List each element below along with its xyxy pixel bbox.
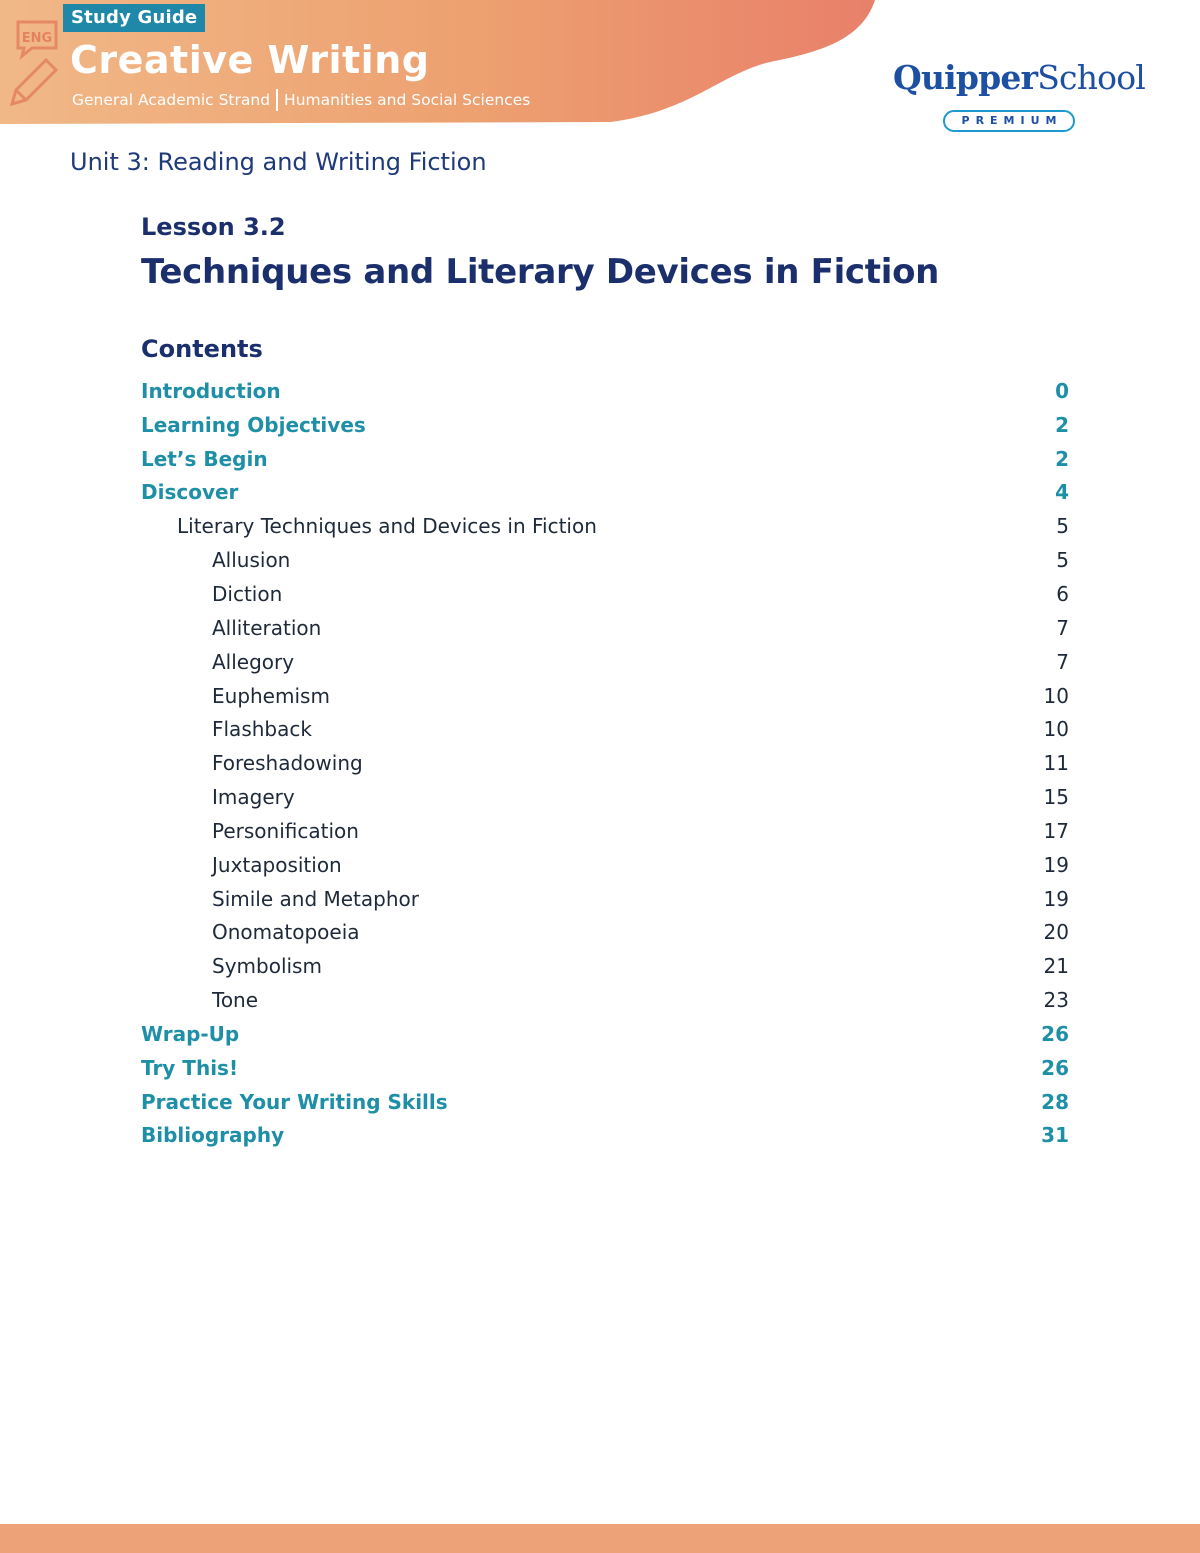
toc-entry-page[interactable]: 4 — [1055, 480, 1069, 505]
toc-entry-label[interactable]: Flashback — [212, 717, 312, 742]
toc-entry-page[interactable]: 26 — [1041, 1021, 1069, 1046]
toc-entry-page[interactable]: 2 — [1055, 446, 1069, 471]
logo-premium-badge: PREMIUM — [943, 110, 1075, 132]
svg-text:ENG: ENG — [21, 31, 53, 46]
toc-entry[interactable] — [141, 509, 1069, 543]
toc-entry-page[interactable]: 10 — [1043, 683, 1069, 708]
toc-entry[interactable] — [141, 476, 1069, 510]
toc-entry[interactable] — [141, 1085, 1069, 1119]
toc-entry-page[interactable]: 7 — [1056, 615, 1069, 640]
study-guide-badge: Study Guide — [63, 4, 205, 32]
toc-entry-page[interactable]: 7 — [1056, 649, 1069, 674]
strand-divider — [276, 89, 278, 111]
toc-entry-label[interactable]: Let’s Begin — [141, 446, 268, 471]
toc-entry-page[interactable]: 23 — [1043, 988, 1069, 1013]
toc-entry[interactable] — [141, 848, 1069, 882]
toc-entry[interactable] — [141, 780, 1069, 814]
toc-entry-label[interactable]: Onomatopoeia — [212, 920, 360, 945]
toc-entry-label[interactable]: Simile and Metaphor — [212, 886, 419, 911]
toc-entry-label[interactable]: Alliteration — [212, 615, 322, 640]
toc-entry-label[interactable]: Wrap-Up — [141, 1021, 240, 1046]
toc-entry[interactable] — [141, 712, 1069, 746]
toc-entry-page[interactable]: 28 — [1041, 1089, 1069, 1114]
toc-entry[interactable] — [141, 611, 1069, 645]
toc-entry-page[interactable]: 15 — [1043, 785, 1069, 810]
toc-entry[interactable] — [141, 577, 1069, 611]
toc-entry[interactable] — [141, 983, 1069, 1017]
contents-heading: Contents — [141, 335, 263, 363]
strand-line — [72, 89, 530, 111]
toc-entry[interactable] — [141, 882, 1069, 916]
toc-entry[interactable] — [141, 408, 1069, 442]
logo-wordmark: QuipperSchool — [893, 58, 1146, 97]
toc-entry[interactable] — [141, 374, 1069, 408]
toc-entry-page[interactable]: 5 — [1056, 548, 1069, 573]
toc-entry[interactable] — [141, 1119, 1069, 1153]
lesson-number: Lesson 3.2 — [141, 213, 286, 241]
toc-entry[interactable] — [141, 949, 1069, 983]
toc-entry-label[interactable]: Juxtaposition — [212, 852, 342, 877]
track-label: Humanities and Social Sciences — [284, 91, 531, 109]
toc-entry[interactable] — [141, 1017, 1069, 1051]
strand-label: General Academic Strand — [72, 91, 271, 109]
toc-entry-label[interactable]: Allegory — [212, 649, 295, 674]
toc-entry-page[interactable]: 6 — [1056, 581, 1069, 606]
toc-entry-page[interactable]: 11 — [1043, 751, 1069, 776]
toc-entry-label[interactable]: Tone — [212, 988, 259, 1013]
toc-entry[interactable] — [141, 645, 1069, 679]
toc-entry-label[interactable]: Practice Your Writing Skills — [141, 1089, 448, 1114]
toc-entry-label[interactable]: Diction — [212, 581, 283, 606]
toc-entry-page[interactable]: 19 — [1043, 852, 1069, 877]
toc-entry[interactable] — [141, 916, 1069, 950]
toc-entry[interactable] — [141, 543, 1069, 577]
toc-entry-page[interactable]: 20 — [1043, 920, 1069, 945]
toc-entry-label[interactable]: Bibliography — [141, 1123, 285, 1148]
toc-entry-label[interactable]: Foreshadowing — [212, 751, 363, 776]
toc-entry-page[interactable]: 2 — [1055, 412, 1069, 437]
toc-entry[interactable] — [141, 746, 1069, 780]
course-title: Creative Writing — [70, 38, 430, 82]
toc-entry-label[interactable]: Imagery — [212, 785, 295, 810]
toc-entry[interactable] — [141, 679, 1069, 713]
toc-entry-label[interactable]: Discover — [141, 480, 239, 505]
toc-entry-label[interactable]: Learning Objectives — [141, 412, 366, 437]
toc-entry-page[interactable]: 0 — [1055, 378, 1069, 403]
toc-entry-page[interactable]: 21 — [1043, 954, 1069, 979]
table-of-contents — [141, 374, 1069, 1152]
toc-entry-label[interactable]: Euphemism — [212, 683, 330, 708]
toc-entry[interactable] — [141, 442, 1069, 476]
toc-entry-page[interactable]: 5 — [1056, 514, 1069, 539]
toc-entry[interactable] — [141, 1051, 1069, 1085]
footer-band — [0, 1524, 1200, 1553]
toc-entry-label[interactable]: Allusion — [212, 548, 291, 573]
toc-entry-label[interactable]: Try This! — [141, 1055, 239, 1080]
toc-entry-page[interactable]: 31 — [1041, 1123, 1069, 1148]
toc-entry-label[interactable]: Symbolism — [212, 954, 322, 979]
toc-entry-page[interactable]: 17 — [1043, 818, 1069, 843]
lesson-title: Techniques and Literary Devices in Fiction — [141, 252, 940, 292]
toc-entry-label[interactable]: Introduction — [141, 378, 281, 403]
unit-heading: Unit 3: Reading and Writing Fiction — [70, 148, 487, 176]
toc-entry-page[interactable]: 10 — [1043, 717, 1069, 742]
quipper-school-logo — [893, 58, 1146, 138]
toc-entry-label[interactable]: Personification — [212, 818, 359, 843]
eng-pencil-icon — [6, 14, 62, 106]
toc-entry[interactable] — [141, 814, 1069, 848]
toc-entry-page[interactable]: 19 — [1043, 886, 1069, 911]
toc-entry-label[interactable]: Literary Techniques and Devices in Fiction — [177, 514, 597, 539]
toc-entry-page[interactable]: 26 — [1041, 1055, 1069, 1080]
